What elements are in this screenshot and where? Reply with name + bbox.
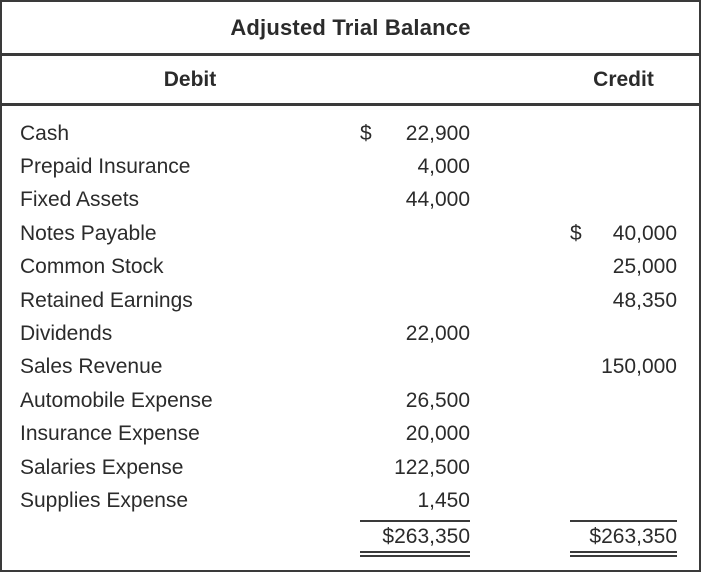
- credit-cell: [570, 255, 677, 279]
- credit-total-cell: [570, 520, 677, 557]
- table-row-fixed-assets: [2, 184, 699, 217]
- debit-cell: [360, 322, 470, 346]
- account-label: Prepaid Insurance: [20, 155, 191, 179]
- table-body: [2, 106, 699, 557]
- credit-amount: 25,000: [612, 255, 677, 279]
- account-label: Fixed Assets: [20, 188, 140, 212]
- credit-amount: 40,000: [612, 221, 677, 245]
- account-label: Supplies Expense: [20, 488, 189, 512]
- account-label: Insurance Expense: [20, 422, 200, 446]
- table-row-retained-earnings: [2, 284, 699, 317]
- table-title-band: [2, 2, 699, 56]
- account-label: Automobile Expense: [20, 388, 213, 412]
- debit-cell: [360, 489, 470, 513]
- table-row-automobile-expense: [2, 384, 699, 417]
- account-label: Notes Payable: [20, 221, 157, 245]
- debit-total-amount: $263,350: [382, 524, 470, 548]
- debit-cell: [360, 456, 470, 480]
- table-row-sales-revenue: [2, 351, 699, 384]
- column-header-row: [2, 56, 699, 106]
- debit-amount: 22,900: [405, 121, 470, 145]
- debit-amount: 26,500: [405, 388, 470, 412]
- credit-amount: 150,000: [601, 355, 677, 379]
- account-label: Cash: [20, 121, 70, 145]
- table-row-insurance-expense: [2, 418, 699, 451]
- table-row-common-stock: [2, 251, 699, 284]
- debit-total-cell: [360, 520, 470, 557]
- debit-cell: [360, 422, 470, 446]
- debit-cell: [360, 188, 470, 212]
- table-row-salaries-expense: [2, 451, 699, 484]
- page-title: Adjusted Trial Balance: [230, 14, 471, 40]
- debit-cell: [360, 155, 470, 179]
- credit-total-amount: $263,350: [589, 524, 677, 548]
- account-label: Retained Earnings: [20, 288, 193, 312]
- credit-column-header: Credit: [593, 67, 654, 91]
- account-label: Dividends: [20, 322, 113, 346]
- currency-symbol: $: [360, 121, 372, 145]
- debit-amount: 1,450: [417, 488, 470, 512]
- totals-row: [2, 520, 699, 557]
- table-row-prepaid-insurance: [2, 150, 699, 183]
- table-row-supplies-expense: [2, 484, 699, 517]
- account-label: Sales Revenue: [20, 355, 163, 379]
- debit-amount: 22,000: [405, 322, 470, 346]
- debit-cell: [360, 122, 470, 146]
- table-row-cash: [2, 117, 699, 150]
- account-label: Common Stock: [20, 255, 164, 279]
- credit-amount: 48,350: [612, 288, 677, 312]
- debit-column-header: Debit: [163, 67, 217, 91]
- table-row-notes-payable: [2, 217, 699, 250]
- debit-amount: 20,000: [405, 422, 470, 446]
- debit-amount: 122,500: [394, 455, 470, 479]
- debit-amount: 44,000: [405, 188, 470, 212]
- credit-cell: [570, 355, 677, 379]
- credit-cell: [570, 222, 677, 246]
- currency-symbol: $: [570, 221, 582, 245]
- table-row-dividends: [2, 317, 699, 350]
- debit-cell: [360, 389, 470, 413]
- debit-amount: 4,000: [417, 155, 470, 179]
- credit-cell: [570, 289, 677, 313]
- account-label: Salaries Expense: [20, 455, 184, 479]
